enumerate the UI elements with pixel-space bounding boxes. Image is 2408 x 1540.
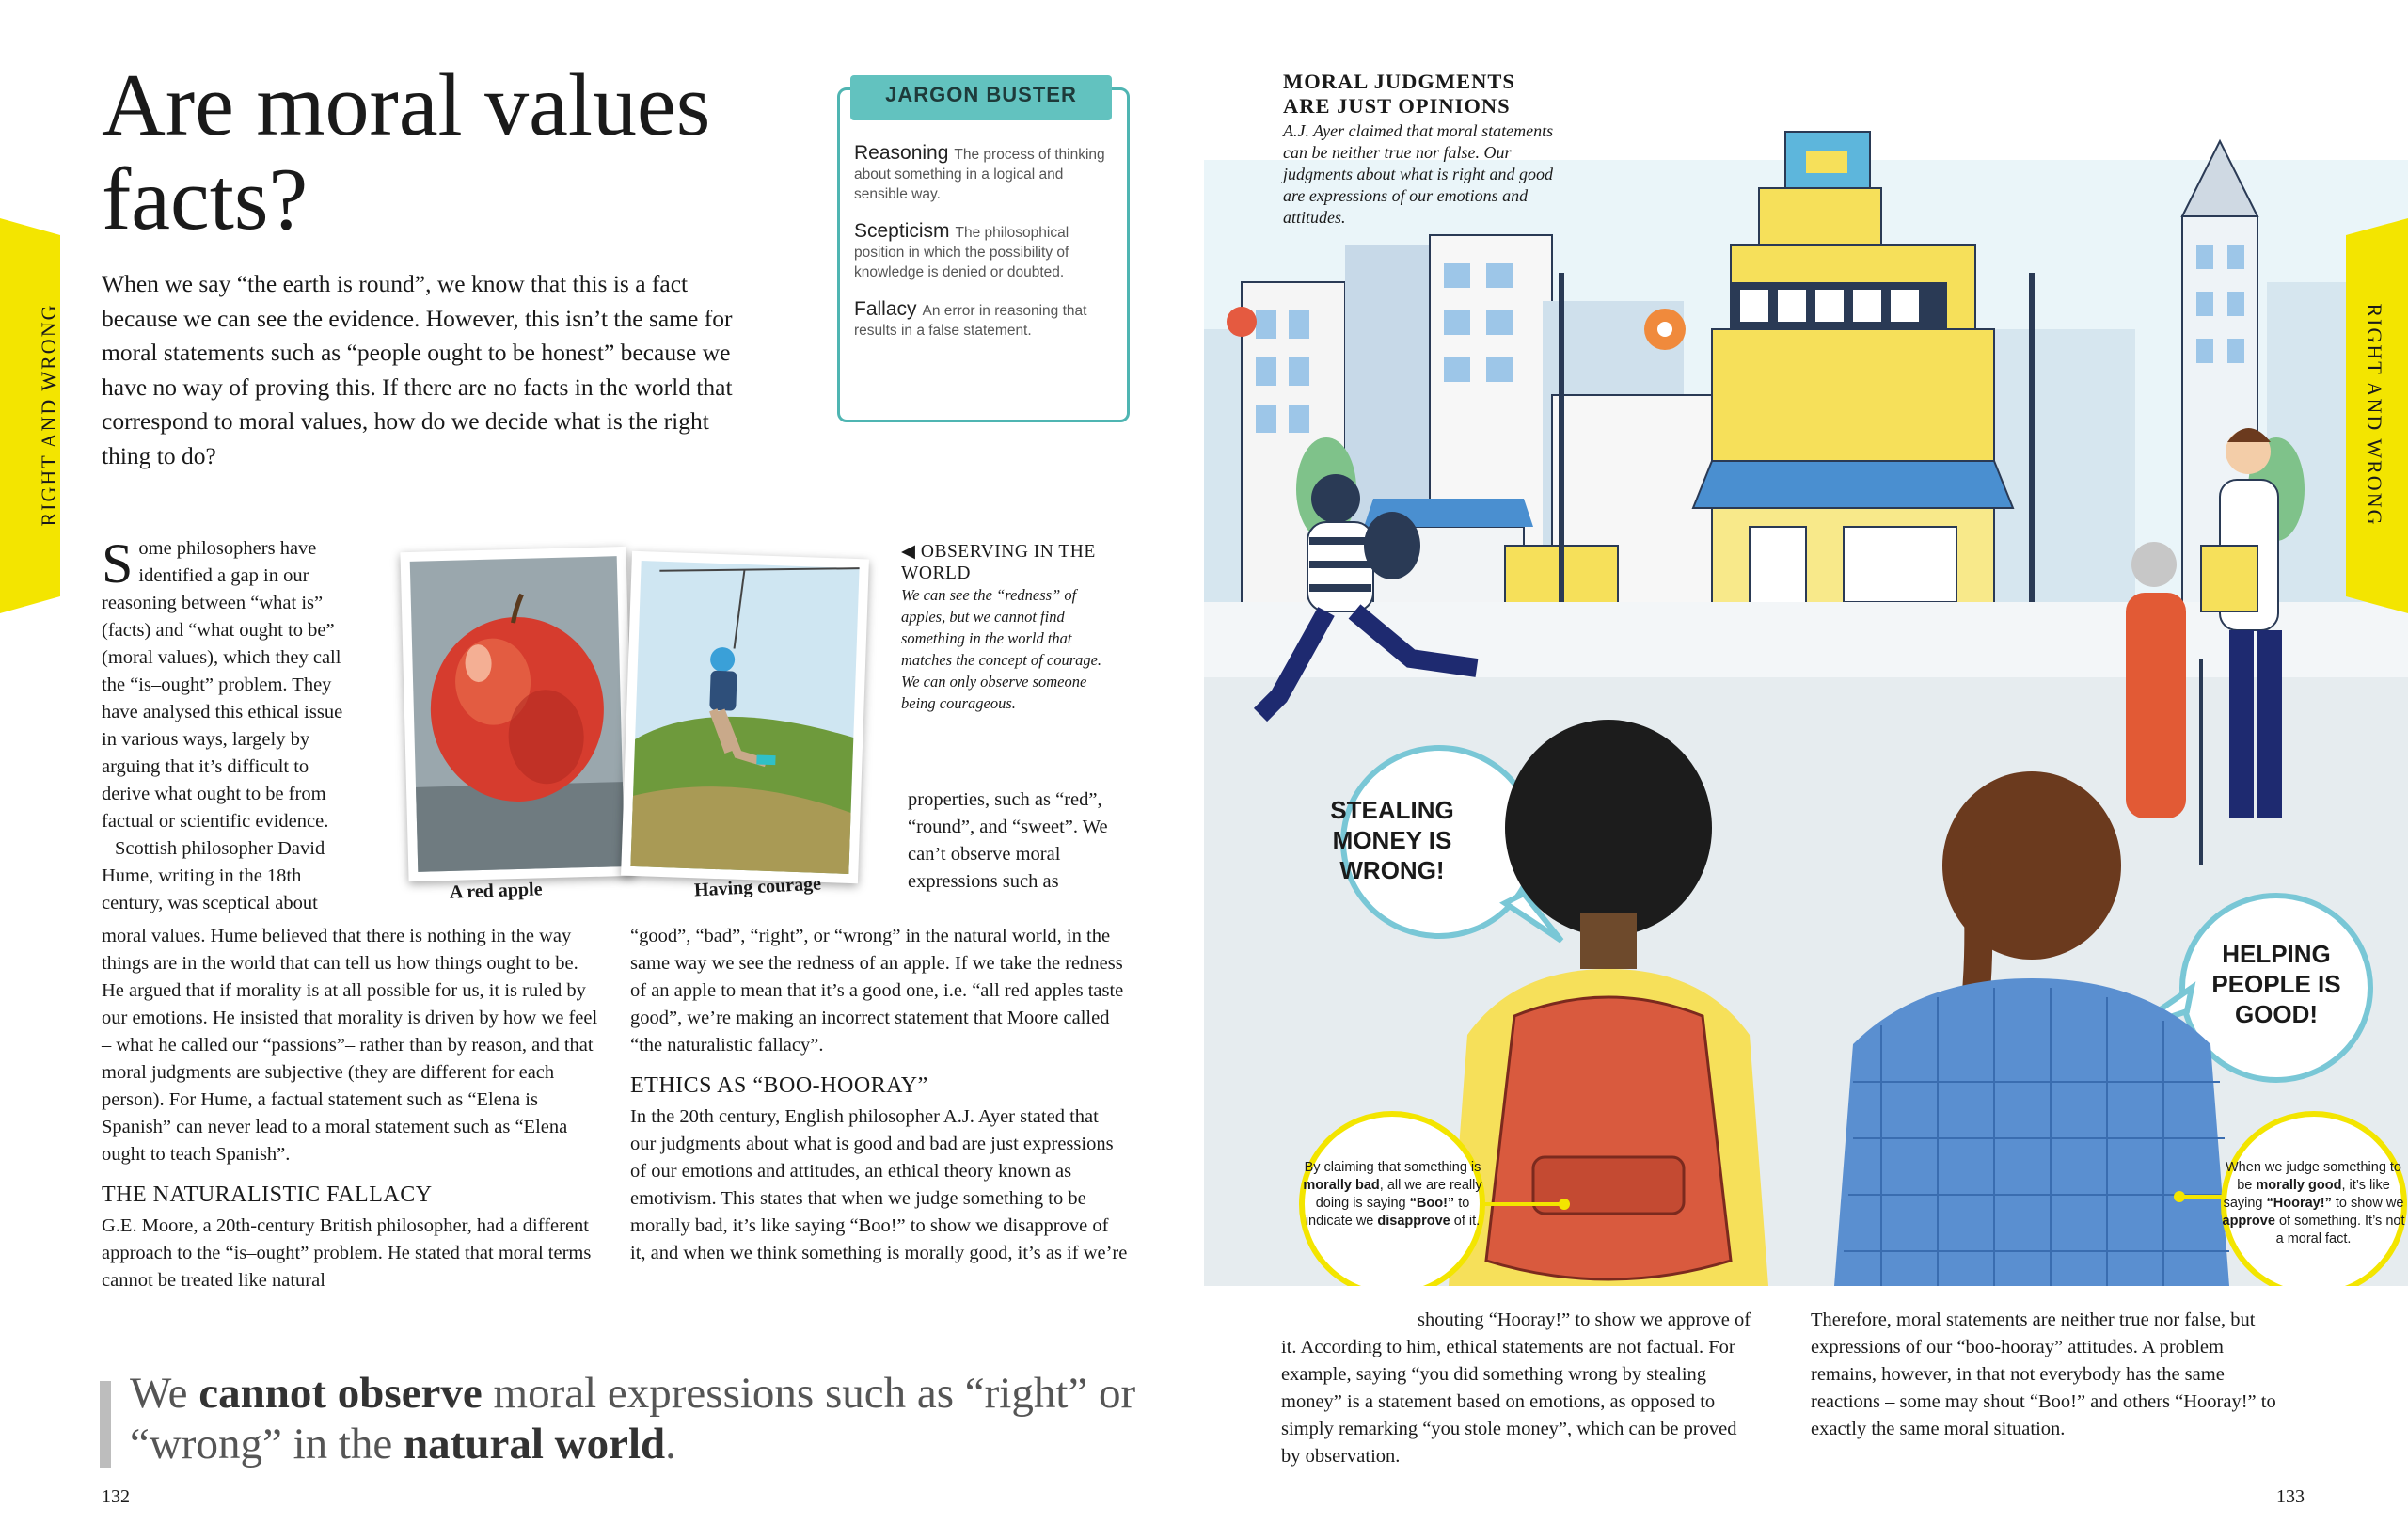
body-text: G.E. Moore, a 20th-century British philosopher, had a different approach to the “is–ought” problem. He stated that moral terms cannot be treated like natural [102, 1215, 592, 1291]
body-column-2 [630, 923, 1129, 1267]
body-column-1-bottom [102, 923, 600, 1294]
apple-photo [400, 547, 634, 881]
page-number-right: 133 [2276, 1486, 2305, 1507]
jargon-term: Reasoning [854, 142, 949, 164]
courage-photo [621, 551, 869, 884]
speech-bubble-stealing-text: STEALING MONEY IS WRONG! [1330, 796, 1454, 884]
opinion-caption-body: A.J. Ayer claimed that moral statements can be neither true nor false. Our judgments about what is right and good are expressions of our emotions and attitudes. [1283, 121, 1554, 227]
body-column-1-top [102, 532, 356, 917]
info-circle-good-text [2222, 1159, 2405, 1248]
section-heading-naturalistic: THE NATURALISTIC FALLACY [102, 1183, 433, 1207]
page-number-left: 132 [102, 1486, 130, 1507]
apple-caption: A red apple [449, 879, 543, 903]
jargon-entry [854, 143, 1116, 204]
pull-quote-emphasis: cannot observe [198, 1369, 483, 1418]
opinion-caption [1283, 70, 1565, 229]
circle-emphasis: “Hooray!” [2266, 1196, 2332, 1211]
circle-text: of something. It’s not a moral fact. [2274, 1214, 2405, 1246]
jargon-entry [854, 299, 1116, 341]
pull-quote-text: We [130, 1369, 199, 1418]
observing-caption-body: We can see the “redness” of apples, but we cannot find something in the world that matches the concept of courage. We can only observe someone being courageous. [901, 586, 1102, 712]
drop-cap: S [102, 532, 134, 595]
jargon-definition: An error in reasoning that results in a false statement. [854, 303, 1087, 339]
body-text: Scottish philosopher David Hume, writing in the 18th century, was sceptical about [102, 838, 325, 913]
circle-text: When we judge something to be [2226, 1160, 2401, 1193]
body-column-4: Therefore, moral statements are neither true nor false, but expressions of our “boo-hooray” attitudes. A problem remains, however, in that not everybody has the same reactions – some may shout “Boo!” and others “Hooray!” to exactly the same moral situation. [1811, 1310, 2276, 1439]
body-text: ome philosophers have identified a gap in our reasoning between “what is” (facts) and “what ought to be” (moral values), which they call the “is–ought” problem. They have analysed this ethical issue in various ways, largely by arguing that it’s difficult to derive what ought to be from factual or scientific evidence. [102, 538, 343, 832]
speech-bubble-helping-text: HELPING PEOPLE IS GOOD! [2211, 940, 2341, 1028]
chapter-tab-right-label: RIGHT AND WRONG [2363, 303, 2386, 527]
courage-caption: Having courage [693, 873, 822, 901]
circle-emphasis: morally good [2256, 1178, 2342, 1193]
body-text: In the 20th century, English philosopher A.J. Ayer stated that our judgments about what is good and bad are just expressions of our emotions and attitudes, an ethical theory known as emotivism. This states that when we judge something to be morally bad, it’s like saying “Boo!” to show we disapprove of it, and when we think something is morally good, it’s as if we’re [630, 1106, 1128, 1263]
circle-text: of it. [1450, 1214, 1481, 1229]
observing-caption-heading: ◀ OBSERVING IN THE WORLD [901, 542, 1096, 583]
apple-image [400, 547, 634, 881]
info-circle-bad-text [1301, 1159, 1484, 1230]
circle-text: , it’s like saying [2223, 1178, 2390, 1211]
jargon-term: Scepticism [854, 220, 950, 242]
pull-quote-emphasis: natural world [404, 1420, 666, 1469]
circle-text: to indicate we [1305, 1196, 1470, 1229]
body-text: moral values. Hume believed that there is nothing in the way things are in the world that can tell us how things ought to be. He argued that if morality is at all possible for us, it is ruled by our emotions. He insisted that morality is driven by how we feel – what he called our “passions”– rather than by reason, and that moral judgments are subjective (they are different for each person). For Hume, a factual statement such as “Elena is Spanish” can never lead to a moral statement such as “Elena ought to teach Spanish”. [102, 926, 598, 1165]
opinion-caption-heading: MORAL JUDGMENTS ARE JUST OPINIONS [1283, 70, 1515, 118]
jargon-buster-entries [854, 143, 1116, 357]
jargon-term: Fallacy [854, 298, 917, 320]
circle-emphasis: morally bad [1303, 1178, 1380, 1193]
body-column-3: shouting “Hooray!” to show we approve of it. According to him, ethical statements are not factual. For example, saying “you did something wrong by stealing money” is a statement based on emotions, as opposed to simply remarking “you stole money”, which can be proved by observation. [1281, 1310, 1751, 1467]
circle-text: , all we are really doing is saying [1315, 1178, 1482, 1211]
page-title: Are moral values facts? [102, 56, 711, 248]
jargon-definition: The philosophical position in which the possibility of knowledge is denied or doubted. [854, 225, 1069, 280]
pull-quote [130, 1368, 1164, 1469]
circle-text: to show we [2331, 1196, 2404, 1211]
body-text: “good”, “bad”, “right”, or “wrong” in the natural world, in the same way we see the redness of an apple. If we take the redness of an apple to mean that it’s a good one, i.e. “all red apples taste good”, we’re making an incorrect statement that Moore called “the naturalistic fallacy”. [630, 926, 1124, 1056]
observing-caption [901, 541, 1122, 714]
jargon-definition: The process of thinking about something in a logical and sensible way. [854, 147, 1105, 202]
pull-quote-bar [100, 1381, 111, 1468]
pull-quote-text: moral expressions such as “right” or “wrong” in the [130, 1369, 1136, 1469]
body-column-2-top: properties, such as “red”, “round”, and “sweet”. We can’t observe moral expressions such as [908, 789, 1108, 892]
chapter-tab-left-label: RIGHT AND WRONG [37, 303, 60, 527]
circle-emphasis: “Boo!” [1409, 1196, 1455, 1211]
circle-emphasis: approve [2222, 1214, 2275, 1229]
intro-paragraph: When we say “the earth is round”, we know that this is a fact because we can see the evidence. However, this isn’t the same for moral statements such as “people ought to be honest” because we have no way of proving this. If there are no facts in the world that correspond to moral values, how do we decide what is the right thing to do? [102, 270, 733, 469]
jargon-entry [854, 221, 1116, 282]
section-heading-boo-hooray: ETHICS AS “BOO-HOORAY” [630, 1073, 928, 1098]
circle-text: By claiming that something is [1304, 1160, 1481, 1175]
pull-quote-text: . [665, 1420, 676, 1469]
jargon-buster-heading: JARGON BUSTER [885, 83, 1077, 106]
circle-emphasis: disapprove [1377, 1214, 1450, 1229]
zipline-image [621, 551, 869, 884]
